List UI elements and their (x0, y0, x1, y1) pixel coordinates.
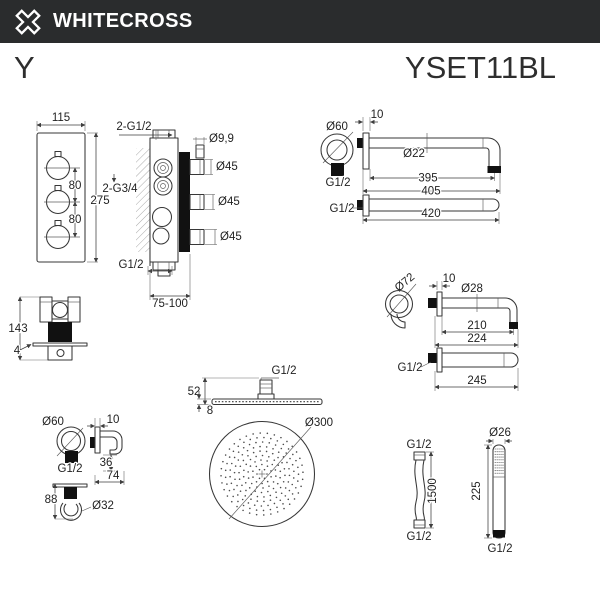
valve-knob1-dim: Ø45 (216, 161, 238, 173)
head-side-view (212, 380, 322, 405)
elbow-outlet-side (53, 484, 87, 520)
arm-pipe-dim: Ø22 (403, 148, 425, 160)
wall-hatch (136, 148, 150, 252)
head-thread-label: G1/2 (271, 365, 297, 377)
arm-plan-thread-label: G1/2 (329, 203, 355, 215)
hose-length-dim: 1500 (427, 478, 439, 504)
elbow-holder-side (100, 431, 122, 454)
arm-len2-dim: 405 (421, 185, 441, 198)
spout-depth-dim: 10 (442, 273, 456, 285)
handshower-length-dim: 225 (471, 481, 483, 501)
valve-thread-bottom-label: G1/2 (118, 259, 144, 271)
arm-flange-dim: Ø60 (326, 121, 348, 133)
spout-len1-dim: 210 (467, 320, 487, 332)
series-label: Y (14, 50, 35, 85)
valve-width-dim: 115 (51, 112, 71, 124)
spout-len2-dim: 224 (467, 333, 487, 345)
spout-pipe-dim: Ø28 (461, 283, 483, 295)
valve-drawing (0, 100, 260, 315)
valve-height-dim: 275 (90, 195, 110, 207)
head-height-dim: 52 (187, 386, 201, 398)
valve-gap-bottom-dim: 80 (68, 214, 82, 226)
arm-flange-front (321, 134, 353, 166)
handshower-diameter-dim: Ø26 (489, 427, 511, 439)
hose-drawing (395, 430, 460, 550)
handshower-drawing (465, 425, 560, 560)
spout-flange-side (437, 292, 442, 316)
valve-threads-side-label: 2-G3/4 (102, 183, 138, 195)
model-number: YSET11BL (404, 50, 556, 85)
header-bar (0, 0, 600, 43)
elbow-depth-dim: 10 (106, 414, 120, 426)
handshower-body (493, 445, 505, 538)
arm-depth-dim: 10 (370, 109, 384, 121)
bracket-drawing (5, 290, 120, 375)
arm-pipe-tip (488, 166, 502, 173)
spout-plan-thread-label: G1/2 (397, 362, 423, 374)
bracket-height-dim: 143 (8, 323, 28, 335)
valve-stem-dim: Ø9,9 (209, 133, 234, 145)
hose-thread-bottom-label: G1/2 (406, 531, 432, 543)
spout-plan-len-dim: 245 (467, 375, 487, 387)
elbow-thread-label: G1/2 (57, 463, 83, 475)
handshower-thread-label: G1/2 (487, 543, 513, 555)
shower-arm-drawing (310, 105, 510, 230)
valve-gap-top-dim: 80 (68, 180, 82, 192)
hose-body (414, 452, 425, 528)
spout-wall-fitting (428, 298, 437, 308)
spout-flange-plan (437, 348, 442, 372)
arm-flange-plan (363, 195, 369, 216)
valve-knobs-front (44, 152, 80, 249)
arm-flange-side (363, 133, 369, 169)
bracket-body (33, 297, 87, 360)
head-edge-dim: 8 (206, 405, 214, 417)
spout-drawing (380, 270, 535, 395)
valve-knob2-dim: Ø45 (218, 196, 240, 208)
valve-depth-range-dim: 75-100 (152, 298, 188, 310)
brand-name: WHITECROSS (53, 10, 193, 32)
bracket-plate-dim: 4 (13, 345, 21, 357)
arm-pipe-side (369, 138, 500, 166)
shower-head-drawing (185, 355, 350, 540)
spout-pipe-plan (442, 353, 518, 367)
elbow-drawing (25, 405, 150, 535)
arm-plan-len-dim: 420 (421, 208, 441, 220)
elbow-hook-dim: Ø32 (92, 500, 114, 512)
arm-front-connector (331, 163, 344, 176)
spout-flange-dim: Ø72 (392, 271, 418, 295)
valve-threads-top-label: 2-G1/2 (116, 121, 152, 133)
head-diameter-dim: Ø300 (304, 417, 334, 429)
spout-tip (509, 322, 518, 329)
elbow-front-connector (65, 451, 78, 463)
elbow-flange-side (95, 427, 100, 453)
spout-pipe-side (442, 298, 517, 322)
valve-trim-plate (179, 152, 190, 252)
valve-knobs-side (190, 145, 204, 245)
arm-front-thread-label: G1/2 (325, 177, 351, 189)
elbow-flange-dim: Ø60 (42, 416, 64, 428)
elbow-height-dim: 88 (44, 494, 58, 506)
elbow-drop-dim: 36 (99, 457, 113, 469)
hose-thread-top-label: G1/2 (406, 439, 432, 451)
arm-len1-dim: 395 (418, 172, 438, 185)
valve-knob3-dim: Ø45 (220, 231, 242, 243)
whitecross-logo-icon (12, 7, 44, 37)
elbow-span-dim: 74 (106, 470, 120, 482)
